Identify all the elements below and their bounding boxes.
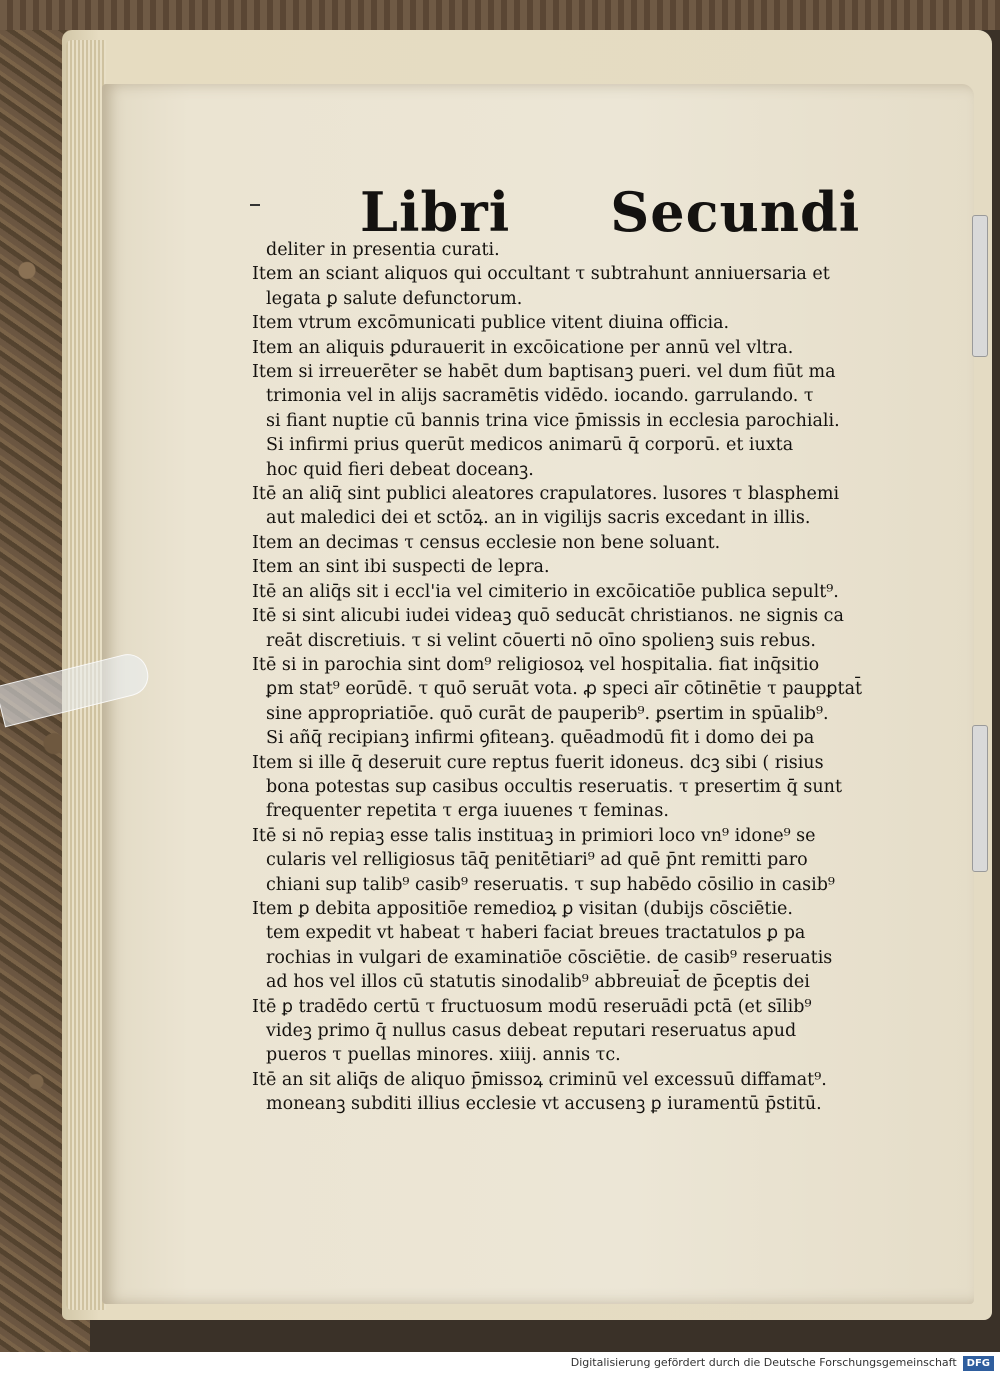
dfg-logo: DFG — [963, 1356, 994, 1371]
text-line: Item an decimas τ census ecclesie non bene soluant. — [252, 532, 721, 553]
text-line: ad hos vel illos cū statutis sinodalib⁹ abbreuiat̄ de p̄ceptis dei — [266, 972, 810, 993]
text-line: Itē si sint alicubi iudei videaꝫ quō seducāt christianos. ne signis ca — [252, 606, 844, 627]
digitization-footer — [0, 1352, 1000, 1373]
text-line: pueros τ puellas minores. xiiij. annis τc. — [266, 1045, 621, 1066]
text-line: chiani sup talib⁹ casib⁹ reseruatis. τ sup habēdo cōsilio in casib⁹ — [266, 874, 835, 895]
text-line: sine appropriatiōe. quō curāt de pauperib⁹. ꝑsertim in spūalib⁹. — [266, 703, 829, 724]
text-line: Si infirmi prius querūt medicos animarū q̄ corporū. et iuxta — [266, 435, 794, 456]
page-clip-middle — [972, 725, 988, 872]
running-head-right: Secundi — [610, 180, 861, 244]
text-line: tem expedit vt habeat τ haberi faciat breues tractatulos ꝑ pa — [266, 923, 806, 944]
text-line: Itē si nō repiaꝫ esse talis instituaꝫ in primiori loco vn⁹ idone⁹ se — [252, 825, 816, 846]
text-line: hoc quid fieri debeat doceanꝫ. — [266, 459, 534, 480]
text-line: legata ꝑ salute defunctorum. — [266, 288, 523, 309]
running-head-dash — [250, 204, 260, 206]
book-cover-top-edge — [0, 0, 1000, 30]
text-line: Item an sciant aliquos qui occultant τ subtrahunt anniuersaria et — [252, 264, 830, 285]
text-line: cularis vel relligiosus tāq̄ penitētiari⁹ ad quē p̄nt remitti paro — [266, 850, 808, 871]
text-line: ꝑm stat⁹ eorūdē. τ quō seruāt vota. ꝓ speci aīr cōtinētie τ paupꝑtat̄ — [266, 679, 863, 700]
text-line: Item ꝑ debita appositiōe remedioꝝ ꝑ visitan (dubijs cōsciētie. — [252, 898, 793, 919]
text-line: Itē an sit aliq̄s de aliquo p̄missoꝝ criminū vel excessuū diffamat⁹. — [252, 1069, 827, 1090]
text-line: Itē ꝑ tradēdo certū τ fructuosum modū reseruādi pctā (et sīlib⁹ — [252, 996, 812, 1017]
text-line: frequenter repetita τ erga iuuenes τ feminas. — [266, 801, 669, 822]
text-line: Item si irreuerēter se habēt dum baptisanꝫ pueri. vel dum fiūt ma — [252, 362, 836, 383]
running-head-left: Libri — [360, 180, 511, 244]
text-line: rochias in vulgari de examinatiōe cōsciētie. de casib⁹ reseruatis — [266, 947, 833, 968]
text-line: Itē an aliq̄s sit i eccl'ia vel cimiterio in excōicatiōe publica sepult⁹. — [252, 581, 839, 602]
running-head — [360, 180, 860, 244]
text-line: Item an aliquis ꝑdurauerit in excōicatione per annū vel vltra. — [252, 337, 794, 358]
text-line: Item si ille q̄ deseruit cure reptus fuerit idoneus. dcꝫ sibi ( risius — [252, 752, 824, 773]
text-block — [252, 238, 882, 1117]
text-line: bona potestas sup casibus occultis reseruatis. τ presertim q̄ sunt — [266, 776, 842, 797]
text-line: aut maledici dei et sctōꝝ. an in vigilijs sacris excedant in illis. — [266, 508, 811, 529]
text-line: moneanꝫ subditi illius ecclesie vt accusenꝫ ꝑ iuramentū p̄stitū. — [266, 1094, 822, 1115]
text-line: Itē an aliq̄ sint publici aleatores crapulatores. lusores τ blasphemi — [252, 484, 840, 505]
text-line: Si añq̄ recipianꝫ infirmi ꝯfiteanꝫ. quēadmodū fit i domo dei pa — [266, 728, 815, 749]
text-line: Item an sint ibi suspecti de lepra. — [252, 557, 550, 578]
text-line: videꝫ primo q̄ nullus casus debeat reputari reseruatus apud — [266, 1021, 797, 1041]
page-clip-top — [972, 215, 988, 357]
footer-credit: Digitalisierung gefördert durch die Deutsche Forschungsgemeinschaft — [570, 1356, 957, 1369]
text-line: Itē si in parochia sint dom⁹ religiosoꝝ vel hospitalia. fiat inq̄sitio — [252, 654, 820, 675]
text-line: deliter in presentia curati. — [266, 240, 500, 260]
text-line: Item vtrum excōmunicati publice vitent diuina officia. — [252, 313, 730, 334]
text-line: si fiant nuptie cū bannis trina vice p̄missis in ecclesia parochiali. — [266, 410, 840, 431]
text-line: reāt discretiuis. τ si velint cōuerti nō oīno spolienꝫ suis rebus. — [266, 630, 816, 651]
text-line: trimonia vel in alijs sacramētis vidēdo. iocando. garrulando. τ — [266, 386, 814, 407]
